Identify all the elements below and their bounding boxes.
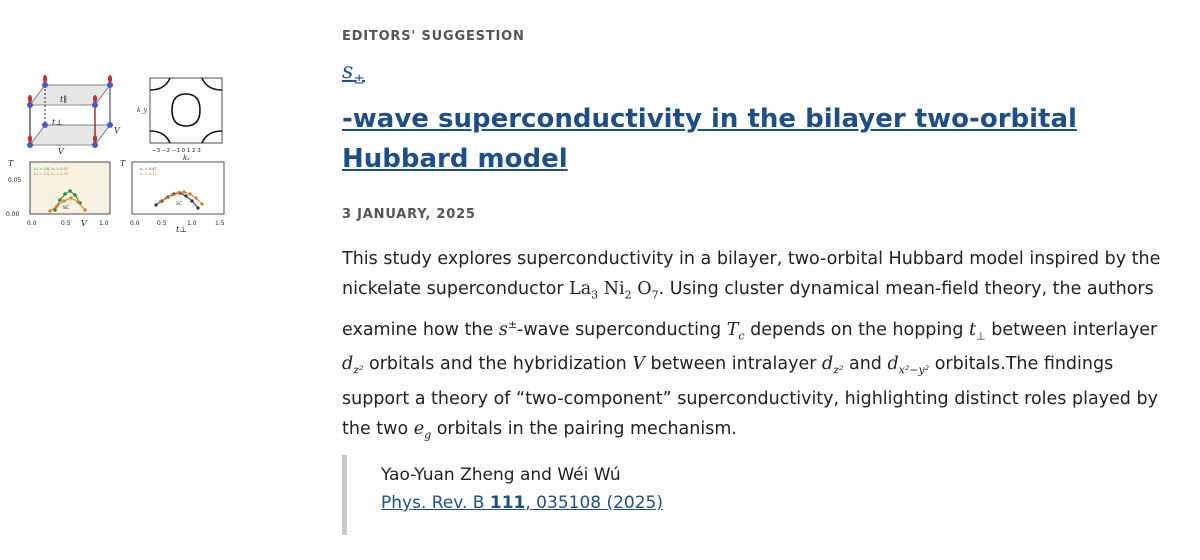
svg-text:nₓ = 0.45: nₓ = 0.45 (140, 172, 157, 176)
tc-vs-tperp-panel (120, 159, 225, 234)
svg-text:t⊥: t⊥ (52, 118, 63, 127)
svg-text:0.0: 0.0 (27, 220, 37, 227)
figure-thumbnail[interactable] (0, 70, 235, 235)
publication-date: 3 JANUARY, 2025 (342, 207, 476, 222)
article-abstract: This study explores superconductivity in a bilayer, two-orbital Hubbard model inspired by the nickelate superconductor $La_3$ $Ni_2$ $O_7$. Using cluster dynamical mean-field theory, the authors examine how the s±-wave superconducting $T_c$ depends on the hopping $t_\perp$ between interlayer $d_{z^2}$ orbitals and the hybridization V between intralayer $d_{z^2}$ and $d_{x^2-y^2}$ orbitals.The findings support a theory of “two-component” superconductivity, highlighting distinct roles played by the two $e_g$ orbitals in the pairing mechanism. (342, 249, 1161, 442)
svg-text:1.5: 1.5 (215, 220, 225, 227)
svg-text:V: V (58, 147, 64, 156)
authors: Yao-Yuan Zheng and Wéi Wú (381, 465, 621, 485)
svg-text:1.0: 1.0 (187, 220, 197, 227)
svg-text:SC: SC (176, 202, 182, 207)
tc-vs-v-panel (6, 159, 110, 228)
svg-text:T: T (8, 159, 14, 168)
title-symbol: $s_\pm$ (342, 59, 366, 88)
svg-text:V: V (81, 219, 87, 228)
svg-text:t⊥ = 0.8, nₓ = 0.47: t⊥ = 0.8, nₓ = 0.47 (34, 167, 69, 171)
svg-text:0.5: 0.5 (61, 220, 71, 227)
lattice-panel (27, 75, 121, 156)
svg-text:0.0: 0.0 (130, 220, 140, 227)
svg-text:t⊥ = 1.0, nₓ = 0.45: t⊥ = 1.0, nₓ = 0.45 (34, 172, 69, 176)
svg-text:−3 −2 −1 0 1 2 3: −3 −2 −1 0 1 2 3 (152, 148, 201, 154)
svg-text:k_y: k_y (137, 107, 148, 114)
svg-text:1.0: 1.0 (99, 220, 109, 227)
svg-text:T: T (120, 159, 126, 168)
svg-text:kₓ: kₓ (183, 154, 190, 162)
svg-text:SC: SC (63, 206, 69, 211)
svg-text:t∥: t∥ (60, 95, 67, 104)
svg-text:0.00: 0.00 (6, 211, 20, 218)
figure-thumbnail-image (0, 70, 235, 235)
svg-text:t⊥: t⊥ (176, 225, 187, 234)
article-title: -wave superconductivity in the bilayer two-orbital Hubbard model (342, 104, 1077, 175)
fermi-surface-panel (137, 78, 222, 162)
svg-text:nₓ = 0.47: nₓ = 0.47 (140, 167, 157, 171)
editors-suggestion-label: EDITORS' SUGGESTION (342, 29, 525, 44)
citation-block (342, 455, 663, 535)
svg-text:V: V (114, 126, 120, 135)
article-title-link[interactable] (342, 58, 1172, 179)
svg-text:0.05: 0.05 (8, 177, 22, 184)
journal-reference-link[interactable]: Phys. Rev. B 111, 035108 (2025) (381, 493, 664, 513)
svg-text:0.5: 0.5 (157, 220, 167, 227)
